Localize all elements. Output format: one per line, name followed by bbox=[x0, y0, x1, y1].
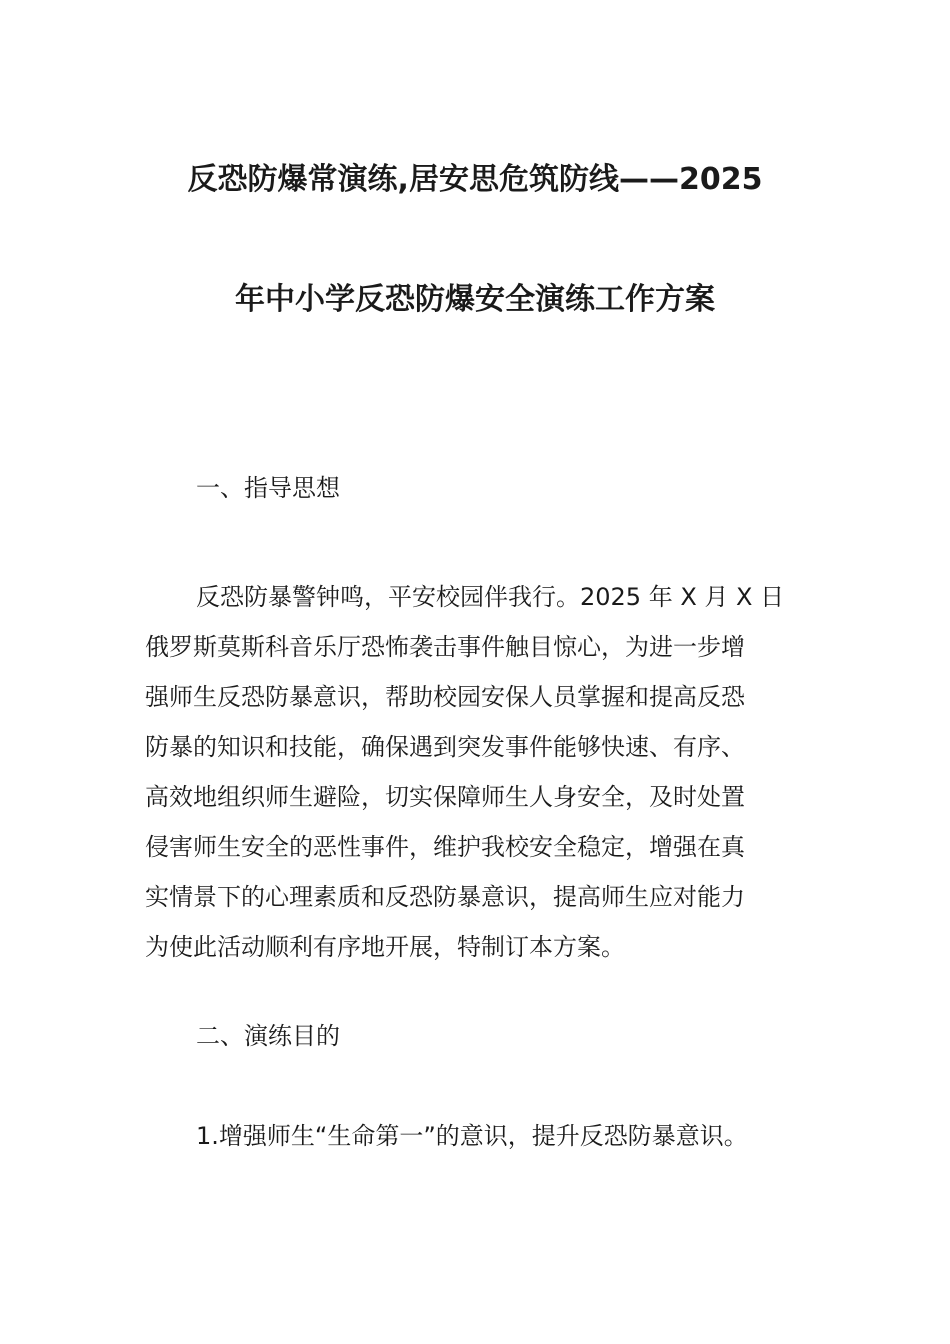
document-title-line-2: 年中小学反恐防爆安全演练工作方案 bbox=[235, 282, 715, 317]
paragraph-line: 实情景下的心理素质和反恐防暴意识，提高师生应对能力 bbox=[145, 883, 745, 911]
guiding-ideology-paragraph bbox=[145, 572, 810, 972]
section-heading-guiding-ideology: 一、指导思想 bbox=[196, 474, 340, 502]
paragraph-line: 反恐防暴警钟鸣，平安校园伴我行。2025 年 X 月 X 日 bbox=[196, 583, 785, 611]
paragraph-line: 强师生反恐防暴意识，帮助校园安保人员掌握和提高反恐 bbox=[145, 683, 745, 711]
paragraph-line: 高效地组织师生避险，切实保障师生人身安全，及时处置 bbox=[145, 783, 745, 811]
section-heading-drill-purpose: 二、演练目的 bbox=[196, 1022, 340, 1050]
paragraph-line: 为使此活动顺利有序地开展，特制订本方案。 bbox=[145, 933, 625, 961]
document-title-line-1: 反恐防爆常演练,居安思危筑防线——2025 bbox=[187, 162, 763, 197]
paragraph-line: 侵害师生安全的恶性事件，维护我校安全稳定，增强在真 bbox=[145, 833, 745, 861]
paragraph-line: 俄罗斯莫斯科音乐厅恐怖袭击事件触目惊心，为进一步增 bbox=[145, 633, 745, 661]
purpose-item-1: 1.增强师生“生命第一”的意识，提升反恐防暴意识。 bbox=[196, 1122, 748, 1150]
paragraph-line: 防暴的知识和技能，确保遇到突发事件能够快速、有序、 bbox=[145, 733, 745, 761]
